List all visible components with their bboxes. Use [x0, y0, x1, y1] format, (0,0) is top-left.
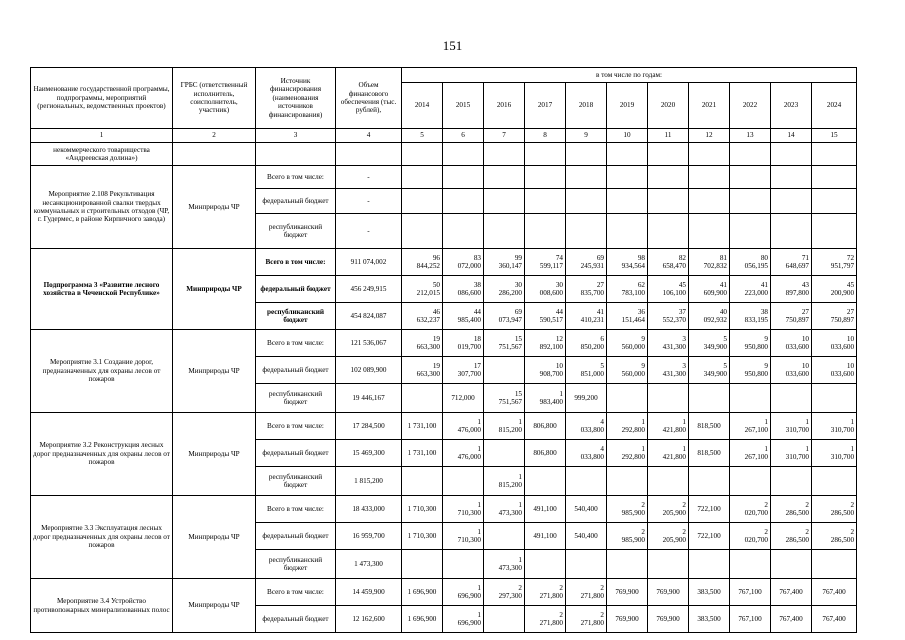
year-value-2019: 62 783,100 [607, 276, 648, 303]
year-value-2019 [607, 550, 648, 579]
column-index-2: 2 [173, 129, 256, 143]
year-value-2020: 3 431,300 [648, 357, 689, 384]
year-value-2014: 19 663,300 [402, 357, 443, 384]
funding-source: республиканский бюджет [256, 214, 336, 249]
year-value-2016: 1 473,300 [484, 496, 525, 523]
year-value-2015 [443, 467, 484, 496]
empty-cell [771, 143, 812, 166]
year-value-2020: 3 431,300 [648, 330, 689, 357]
header-year-2023: 2023 [771, 83, 812, 129]
funding-volume: 15 469,300 [336, 440, 402, 467]
empty-cell [689, 143, 730, 166]
header-row [31, 68, 857, 83]
funding-volume: 16 959,700 [336, 523, 402, 550]
year-value-2019: 98 934,564 [607, 249, 648, 276]
funding-volume: - [336, 166, 402, 189]
year-value-2018: 540,400 [566, 496, 607, 523]
year-value-2021 [689, 214, 730, 249]
year-value-2024 [812, 166, 857, 189]
row-name-m31: Мероприятие 3.1 Создание дорог, предназначенных для охраны лесов от пожаров [31, 330, 173, 413]
year-value-2014: 19 663,300 [402, 330, 443, 357]
funding-source: федеральный бюджет [256, 440, 336, 467]
year-value-2016: 99 360,147 [484, 249, 525, 276]
year-value-2024: 10 033,600 [812, 357, 857, 384]
year-value-2024: 2 286,500 [812, 496, 857, 523]
header-year-2022: 2022 [730, 83, 771, 129]
year-value-2022 [730, 166, 771, 189]
year-value-2019: 9 560,000 [607, 357, 648, 384]
column-index-7: 7 [484, 129, 525, 143]
year-value-2024: 767,400 [812, 606, 857, 633]
year-value-2016 [484, 189, 525, 214]
year-value-2024 [812, 214, 857, 249]
funding-volume: - [336, 189, 402, 214]
budget-table [30, 67, 857, 633]
funding-source: Всего в том числе: [256, 496, 336, 523]
year-value-2023: 43 897,800 [771, 276, 812, 303]
year-value-2024: 45 200,900 [812, 276, 857, 303]
year-value-2018: 41 410,231 [566, 303, 607, 330]
empty-cell [402, 143, 443, 166]
year-value-2021: 383,500 [689, 606, 730, 633]
column-index-14: 14 [771, 129, 812, 143]
year-value-2022 [730, 467, 771, 496]
year-value-2017: 806,800 [525, 440, 566, 467]
year-value-2021 [689, 384, 730, 413]
year-value-2016: 69 073,947 [484, 303, 525, 330]
year-value-2017 [525, 467, 566, 496]
year-value-2023 [771, 214, 812, 249]
year-value-2023 [771, 166, 812, 189]
header-grbs: ГРБС (ответственный исполнитель, соисполнитель, участник) [173, 68, 256, 129]
year-value-2023: 2 286,500 [771, 496, 812, 523]
funding-source: федеральный бюджет [256, 189, 336, 214]
funding-source: Всего в том числе: [256, 166, 336, 189]
year-value-2023: 767,400 [771, 606, 812, 633]
year-value-2016: 30 286,200 [484, 276, 525, 303]
year-value-2021 [689, 467, 730, 496]
year-value-2023 [771, 384, 812, 413]
row-name-m33: Мероприятие 3.3 Эксплуатация лесных дорог предназначенных для охраны лесов от пожаров [31, 496, 173, 579]
year-value-2021 [689, 166, 730, 189]
year-value-2016: 1 815,200 [484, 413, 525, 440]
year-value-2019: 36 151,464 [607, 303, 648, 330]
year-value-2024: 27 750,897 [812, 303, 857, 330]
year-value-2023 [771, 189, 812, 214]
funding-source: федеральный бюджет [256, 357, 336, 384]
year-value-2018: 69 245,931 [566, 249, 607, 276]
year-value-2016: 1 473,300 [484, 550, 525, 579]
year-value-2020: 82 658,470 [648, 249, 689, 276]
row-grbs-m34: Минприроды ЧР [173, 579, 256, 633]
header-source: Источник финансирования (наименования источников финансирования) [256, 68, 336, 129]
funding-source: республиканский бюджет [256, 467, 336, 496]
year-value-2021: 5 349,900 [689, 357, 730, 384]
funding-source: республиканский бюджет [256, 384, 336, 413]
empty-cell [443, 143, 484, 166]
year-value-2023: 10 033,600 [771, 357, 812, 384]
year-value-2023: 2 286,500 [771, 523, 812, 550]
year-value-2017 [525, 166, 566, 189]
year-value-2018 [566, 214, 607, 249]
year-value-2020 [648, 550, 689, 579]
year-value-2014: 50 212,015 [402, 276, 443, 303]
funding-source: федеральный бюджет [256, 523, 336, 550]
column-index-1: 1 [31, 129, 173, 143]
year-value-2017: 12 892,100 [525, 330, 566, 357]
year-value-2019: 769,900 [607, 579, 648, 606]
year-value-2018 [566, 189, 607, 214]
header-year-2019: 2019 [607, 83, 648, 129]
year-value-2019 [607, 467, 648, 496]
year-value-2016: 1 815,200 [484, 467, 525, 496]
year-value-2023: 1 310,700 [771, 413, 812, 440]
year-value-2023: 767,400 [771, 579, 812, 606]
year-value-2018: 4 033,800 [566, 440, 607, 467]
year-value-2014 [402, 384, 443, 413]
year-value-2022 [730, 550, 771, 579]
year-value-2016: 15 751,567 [484, 384, 525, 413]
empty-cell [607, 143, 648, 166]
page-number: 151 [442, 38, 463, 53]
year-value-2017: 2 271,800 [525, 606, 566, 633]
table-row [31, 166, 857, 189]
year-value-2015 [443, 166, 484, 189]
year-value-2015: 1 476,000 [443, 413, 484, 440]
row-name-sub3: Подпрограмма 3 «Развитие лесного хозяйства в Чеченской Республике» [31, 249, 173, 330]
year-value-2017: 2 271,800 [525, 579, 566, 606]
year-value-2018: 540,400 [566, 523, 607, 550]
year-value-2015: 83 072,000 [443, 249, 484, 276]
year-value-2024: 2 286,500 [812, 523, 857, 550]
year-value-2015: 44 985,400 [443, 303, 484, 330]
year-value-2024: 72 951,797 [812, 249, 857, 276]
year-value-2016 [484, 440, 525, 467]
table-row [31, 249, 857, 276]
funding-volume: 911 074,002 [336, 249, 402, 276]
table-row [31, 413, 857, 440]
year-value-2023: 27 750,897 [771, 303, 812, 330]
year-value-2020: 37 552,370 [648, 303, 689, 330]
empty-cell [566, 143, 607, 166]
year-value-2021: 41 609,900 [689, 276, 730, 303]
column-index-12: 12 [689, 129, 730, 143]
year-value-2020: 1 421,800 [648, 440, 689, 467]
funding-volume: 19 446,167 [336, 384, 402, 413]
year-value-2021: 81 702,832 [689, 249, 730, 276]
year-value-2018: 2 271,800 [566, 579, 607, 606]
year-value-2015: 1 710,300 [443, 496, 484, 523]
year-value-2015 [443, 189, 484, 214]
column-index-row [31, 129, 857, 143]
year-value-2018: 999,200 [566, 384, 607, 413]
year-value-2016: 2 297,300 [484, 579, 525, 606]
year-value-2021: 818,500 [689, 413, 730, 440]
year-value-2014: 46 632,237 [402, 303, 443, 330]
header-volume: Объем финансового обеспечения (тыс. рублей), [336, 68, 402, 129]
funding-volume: 1 473,300 [336, 550, 402, 579]
funding-source: Всего в том числе: [256, 330, 336, 357]
column-index-3: 3 [256, 129, 336, 143]
header-year-2020: 2020 [648, 83, 689, 129]
header-year-2021: 2021 [689, 83, 730, 129]
year-value-2015: 38 086,600 [443, 276, 484, 303]
table-row [31, 330, 857, 357]
row-grbs-m33: Минприроды ЧР [173, 496, 256, 579]
year-value-2017: 1 983,400 [525, 384, 566, 413]
year-value-2019: 769,900 [607, 606, 648, 633]
empty-cell [484, 143, 525, 166]
funding-source: Всего в том числе: [256, 579, 336, 606]
year-value-2022 [730, 189, 771, 214]
year-value-2022: 1 267,100 [730, 413, 771, 440]
year-value-2015: 1 696,900 [443, 579, 484, 606]
year-value-2017: 491,100 [525, 496, 566, 523]
year-value-2014: 1 696,900 [402, 606, 443, 633]
year-value-2021 [689, 189, 730, 214]
funding-source: республиканский бюджет [256, 303, 336, 330]
row-grbs-m32: Минприроды ЧР [173, 413, 256, 496]
empty-cell [525, 143, 566, 166]
year-value-2022: 41 223,000 [730, 276, 771, 303]
year-value-2014: 1 696,900 [402, 579, 443, 606]
year-value-2017 [525, 189, 566, 214]
header-year-2014: 2014 [402, 83, 443, 129]
empty-cell [730, 143, 771, 166]
year-value-2024 [812, 467, 857, 496]
year-value-2016 [484, 523, 525, 550]
year-value-2020: 2 205,900 [648, 496, 689, 523]
year-value-2016 [484, 166, 525, 189]
year-value-2020 [648, 467, 689, 496]
column-index-10: 10 [607, 129, 648, 143]
year-value-2020: 2 205,900 [648, 523, 689, 550]
year-value-2019: 1 292,800 [607, 440, 648, 467]
year-value-2019: 2 985,900 [607, 523, 648, 550]
year-value-2016 [484, 214, 525, 249]
year-value-2015: 1 696,900 [443, 606, 484, 633]
year-value-2022: 1 267,100 [730, 440, 771, 467]
year-value-2017 [525, 214, 566, 249]
year-value-2022: 2 020,700 [730, 496, 771, 523]
year-value-2015: 712,000 [443, 384, 484, 413]
year-value-2022: 767,100 [730, 579, 771, 606]
funding-volume: 454 824,087 [336, 303, 402, 330]
year-value-2020: 1 421,800 [648, 413, 689, 440]
year-value-2022: 2 020,700 [730, 523, 771, 550]
header-year-2015: 2015 [443, 83, 484, 129]
column-index-8: 8 [525, 129, 566, 143]
year-value-2018: 27 835,700 [566, 276, 607, 303]
funding-source: Всего в том числе: [256, 249, 336, 276]
year-value-2022: 38 833,195 [730, 303, 771, 330]
year-value-2018: 5 851,000 [566, 357, 607, 384]
column-index-11: 11 [648, 129, 689, 143]
header-years-group: в том числе по годам: [402, 68, 857, 83]
year-value-2019 [607, 166, 648, 189]
year-value-2017: 30 008,600 [525, 276, 566, 303]
year-value-2023: 71 648,697 [771, 249, 812, 276]
year-value-2018 [566, 166, 607, 189]
year-value-2018: 4 033,800 [566, 413, 607, 440]
empty-cell [173, 143, 256, 166]
year-value-2016: 15 751,567 [484, 330, 525, 357]
year-value-2018: 6 850,200 [566, 330, 607, 357]
year-value-2015: 18 019,700 [443, 330, 484, 357]
year-value-2014 [402, 214, 443, 249]
funding-source: федеральный бюджет [256, 276, 336, 303]
year-value-2022: 9 950,800 [730, 357, 771, 384]
column-index-13: 13 [730, 129, 771, 143]
year-value-2018 [566, 550, 607, 579]
year-value-2024 [812, 189, 857, 214]
empty-cell [336, 143, 402, 166]
row-name-m34: Мероприятие 3.4 Устройство противопожарных минерализованных полос [31, 579, 173, 633]
year-value-2024: 1 310,700 [812, 413, 857, 440]
year-value-2017: 806,800 [525, 413, 566, 440]
year-value-2022: 80 056,195 [730, 249, 771, 276]
year-value-2017: 491,100 [525, 523, 566, 550]
year-value-2019: 1 292,800 [607, 413, 648, 440]
year-value-2014: 1 710,300 [402, 496, 443, 523]
row-grbs-m31: Минприроды ЧР [173, 330, 256, 413]
empty-cell [648, 143, 689, 166]
funding-volume: 18 433,000 [336, 496, 402, 523]
column-index-4: 4 [336, 129, 402, 143]
year-value-2014 [402, 189, 443, 214]
year-value-2014: 1 710,300 [402, 523, 443, 550]
funding-source: федеральный бюджет [256, 606, 336, 633]
year-value-2015: 1 476,000 [443, 440, 484, 467]
table-row [31, 579, 857, 606]
empty-cell [812, 143, 857, 166]
year-value-2019 [607, 214, 648, 249]
year-value-2020 [648, 214, 689, 249]
funding-volume: 456 249,915 [336, 276, 402, 303]
year-value-2022 [730, 214, 771, 249]
year-value-2016 [484, 357, 525, 384]
header-year-2017: 2017 [525, 83, 566, 129]
empty-cell [256, 143, 336, 166]
year-value-2023: 10 033,600 [771, 330, 812, 357]
table-row-continued [31, 143, 857, 166]
funding-volume: 121 536,067 [336, 330, 402, 357]
year-value-2015 [443, 550, 484, 579]
year-value-2019: 2 985,900 [607, 496, 648, 523]
funding-volume: - [336, 214, 402, 249]
funding-volume: 1 815,200 [336, 467, 402, 496]
year-value-2024 [812, 384, 857, 413]
funding-source: республиканский бюджет [256, 550, 336, 579]
year-value-2017 [525, 550, 566, 579]
year-value-2017: 10 908,700 [525, 357, 566, 384]
year-value-2021: 722,100 [689, 496, 730, 523]
year-value-2020: 769,900 [648, 579, 689, 606]
year-value-2023: 1 310,700 [771, 440, 812, 467]
header-year-2018: 2018 [566, 83, 607, 129]
row-name-m32: Мероприятие 3.2 Реконструкция лесных дорог предназначенных для охраны лесов от пожаров [31, 413, 173, 496]
year-value-2022: 767,100 [730, 606, 771, 633]
year-value-2019 [607, 189, 648, 214]
column-index-15: 15 [812, 129, 857, 143]
year-value-2022: 9 950,800 [730, 330, 771, 357]
year-value-2016 [484, 606, 525, 633]
year-value-2024 [812, 550, 857, 579]
year-value-2020: 769,900 [648, 606, 689, 633]
year-value-2021: 383,500 [689, 579, 730, 606]
year-value-2018 [566, 467, 607, 496]
row-name-continued: некоммерческого товарищества «Андреевская долина») [31, 143, 173, 166]
year-value-2015 [443, 214, 484, 249]
funding-volume: 14 459,900 [336, 579, 402, 606]
year-value-2021: 722,100 [689, 523, 730, 550]
year-value-2014 [402, 166, 443, 189]
year-value-2019 [607, 384, 648, 413]
year-value-2023 [771, 550, 812, 579]
funding-volume: 102 089,900 [336, 357, 402, 384]
column-index-6: 6 [443, 129, 484, 143]
year-value-2021 [689, 550, 730, 579]
column-index-9: 9 [566, 129, 607, 143]
year-value-2023 [771, 467, 812, 496]
funding-volume: 17 284,500 [336, 413, 402, 440]
row-grbs-sub3: Минприроды ЧР [173, 249, 256, 330]
year-value-2014: 1 731,100 [402, 440, 443, 467]
year-value-2021: 818,500 [689, 440, 730, 467]
year-value-2014: 96 844,252 [402, 249, 443, 276]
year-value-2017: 74 599,117 [525, 249, 566, 276]
year-value-2018: 2 271,800 [566, 606, 607, 633]
year-value-2015: 1 710,300 [443, 523, 484, 550]
column-index-5: 5 [402, 129, 443, 143]
row-name-m2108: Мероприятие 2.108 Рекультивация несанкционированной свалки твердых коммунальных и строительных отходов (ЧР, г. Гудермес, в районе Кирпичного завода) [31, 166, 173, 249]
header-year-2016: 2016 [484, 83, 525, 129]
year-value-2024: 10 033,600 [812, 330, 857, 357]
year-value-2024: 767,400 [812, 579, 857, 606]
year-value-2022 [730, 384, 771, 413]
year-value-2024: 1 310,700 [812, 440, 857, 467]
header-name: Наименование государственной программы, подпрограммы, мероприятий (региональных, ведомственных проектов) [31, 68, 173, 129]
year-value-2014: 1 731,100 [402, 413, 443, 440]
year-value-2019: 9 560,000 [607, 330, 648, 357]
funding-volume: 12 162,600 [336, 606, 402, 633]
year-value-2014 [402, 550, 443, 579]
year-value-2020: 45 106,100 [648, 276, 689, 303]
year-value-2021: 40 092,932 [689, 303, 730, 330]
row-grbs-m2108: Минприроды ЧР [173, 166, 256, 249]
year-value-2020 [648, 166, 689, 189]
header-year-2024: 2024 [812, 83, 857, 129]
table-row [31, 496, 857, 523]
year-value-2020 [648, 189, 689, 214]
year-value-2014 [402, 467, 443, 496]
year-value-2020 [648, 384, 689, 413]
year-value-2021: 5 349,900 [689, 330, 730, 357]
funding-source: Всего в том числе: [256, 413, 336, 440]
year-value-2015: 17 307,700 [443, 357, 484, 384]
year-value-2017: 44 590,517 [525, 303, 566, 330]
